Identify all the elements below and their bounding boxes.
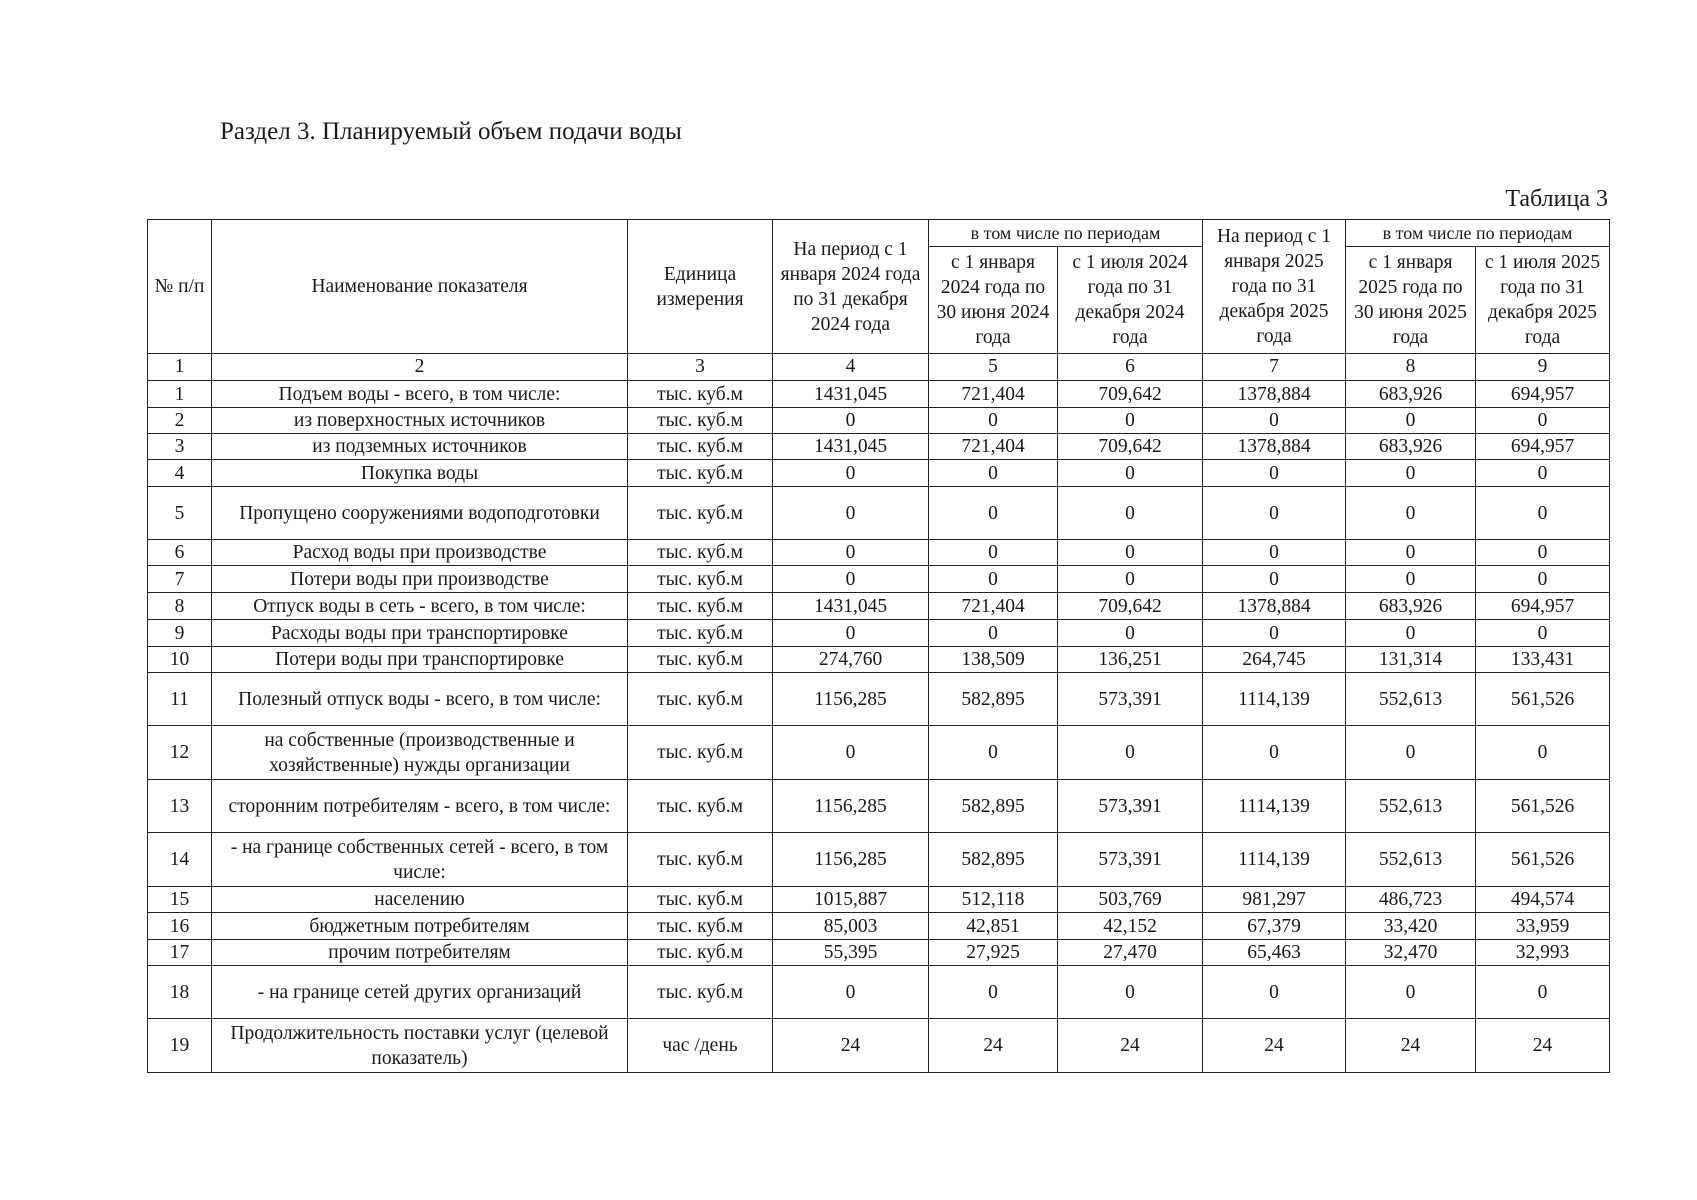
value-cell: 561,526 bbox=[1476, 833, 1610, 887]
col-number: 4 bbox=[773, 354, 929, 381]
row-number: 3 bbox=[148, 434, 212, 460]
value-cell: 0 bbox=[929, 408, 1058, 434]
table-row bbox=[148, 620, 1610, 647]
value-cell: 0 bbox=[929, 726, 1058, 780]
value-cell: 0 bbox=[1476, 408, 1610, 434]
table-row bbox=[148, 566, 1610, 593]
value-cell: 0 bbox=[1476, 460, 1610, 487]
row-number: 18 bbox=[148, 966, 212, 1019]
value-cell: 494,574 bbox=[1476, 887, 1610, 913]
value-cell: 0 bbox=[1058, 966, 1203, 1019]
value-cell: 1114,139 bbox=[1203, 780, 1346, 833]
row-number: 1 bbox=[148, 381, 212, 408]
value-cell: 1431,045 bbox=[773, 381, 929, 408]
value-cell: 552,613 bbox=[1346, 780, 1476, 833]
value-cell: 0 bbox=[773, 566, 929, 593]
indicator-name: прочим потребителям bbox=[212, 940, 628, 966]
row-number: 4 bbox=[148, 460, 212, 487]
table-row bbox=[148, 593, 1610, 620]
value-cell: 0 bbox=[773, 966, 929, 1019]
table-row bbox=[148, 408, 1610, 434]
value-cell: 1156,285 bbox=[773, 833, 929, 887]
table-row bbox=[148, 434, 1610, 460]
value-cell: 0 bbox=[773, 487, 929, 540]
row-number: 7 bbox=[148, 566, 212, 593]
value-cell: 1015,887 bbox=[773, 887, 929, 913]
value-cell: 42,851 bbox=[929, 913, 1058, 940]
value-cell: 67,379 bbox=[1203, 913, 1346, 940]
value-cell: 0 bbox=[773, 726, 929, 780]
col-number: 9 bbox=[1476, 354, 1610, 381]
table-body bbox=[148, 381, 1610, 1073]
indicator-name: Расходы воды при транспортировке bbox=[212, 620, 628, 647]
value-cell: 27,470 bbox=[1058, 940, 1203, 966]
row-number: 16 bbox=[148, 913, 212, 940]
value-cell: 0 bbox=[1346, 487, 1476, 540]
value-cell: 24 bbox=[929, 1019, 1058, 1073]
value-cell: 694,957 bbox=[1476, 381, 1610, 408]
row-number: 9 bbox=[148, 620, 212, 647]
value-cell: 0 bbox=[1058, 726, 1203, 780]
value-cell: 0 bbox=[1346, 460, 1476, 487]
value-cell: 1156,285 bbox=[773, 673, 929, 726]
header-h2-2025: с 1 июля 2025 года по 31 декабря 2025 года bbox=[1476, 247, 1610, 354]
value-cell: 0 bbox=[1476, 566, 1610, 593]
row-number: 17 bbox=[148, 940, 212, 966]
row-number: 14 bbox=[148, 833, 212, 887]
value-cell: 721,404 bbox=[929, 381, 1058, 408]
value-cell: 32,993 bbox=[1476, 940, 1610, 966]
indicator-name: населению bbox=[212, 887, 628, 913]
value-cell: 0 bbox=[773, 408, 929, 434]
value-cell: 683,926 bbox=[1346, 434, 1476, 460]
value-cell: 0 bbox=[773, 540, 929, 566]
table-row bbox=[148, 887, 1610, 913]
value-cell: 709,642 bbox=[1058, 381, 1203, 408]
value-cell: 0 bbox=[929, 566, 1058, 593]
row-number: 5 bbox=[148, 487, 212, 540]
value-cell: 42,152 bbox=[1058, 913, 1203, 940]
value-cell: 1114,139 bbox=[1203, 673, 1346, 726]
value-cell: 0 bbox=[1203, 540, 1346, 566]
row-number: 10 bbox=[148, 647, 212, 673]
indicator-name: Продолжительность поставки услуг (целевой показатель) bbox=[212, 1019, 628, 1073]
value-cell: 1378,884 bbox=[1203, 381, 1346, 408]
value-cell: 27,925 bbox=[929, 940, 1058, 966]
value-cell: 65,463 bbox=[1203, 940, 1346, 966]
value-cell: 561,526 bbox=[1476, 673, 1610, 726]
value-cell: 0 bbox=[773, 460, 929, 487]
header-h1-2025: с 1 января 2025 года по 30 июня 2025 года bbox=[1346, 247, 1476, 354]
value-cell: 0 bbox=[1346, 566, 1476, 593]
value-cell: 24 bbox=[1058, 1019, 1203, 1073]
value-cell: 573,391 bbox=[1058, 673, 1203, 726]
header-name: Наименование показателя bbox=[212, 220, 628, 354]
col-number: 8 bbox=[1346, 354, 1476, 381]
table-row bbox=[148, 966, 1610, 1019]
header-num: № п/п bbox=[148, 220, 212, 354]
unit-cell: тыс. куб.м bbox=[628, 593, 773, 620]
indicator-name: Покупка воды bbox=[212, 460, 628, 487]
unit-cell: тыс. куб.м bbox=[628, 566, 773, 593]
value-cell: 721,404 bbox=[929, 434, 1058, 460]
value-cell: 24 bbox=[773, 1019, 929, 1073]
table-row bbox=[148, 833, 1610, 887]
row-number: 19 bbox=[148, 1019, 212, 1073]
value-cell: 274,760 bbox=[773, 647, 929, 673]
value-cell: 138,509 bbox=[929, 647, 1058, 673]
row-number: 6 bbox=[148, 540, 212, 566]
value-cell: 582,895 bbox=[929, 673, 1058, 726]
unit-cell: тыс. куб.м bbox=[628, 673, 773, 726]
unit-cell: тыс. куб.м bbox=[628, 408, 773, 434]
col-number: 1 bbox=[148, 354, 212, 381]
indicator-name: Расход воды при производстве bbox=[212, 540, 628, 566]
unit-cell: тыс. куб.м bbox=[628, 780, 773, 833]
indicator-name: Подъем воды - всего, в том числе: bbox=[212, 381, 628, 408]
value-cell: 0 bbox=[929, 460, 1058, 487]
value-cell: 131,314 bbox=[1346, 647, 1476, 673]
column-number-row bbox=[148, 354, 1610, 381]
unit-cell: тыс. куб.м bbox=[628, 620, 773, 647]
table-row bbox=[148, 726, 1610, 780]
unit-cell: тыс. куб.м bbox=[628, 434, 773, 460]
value-cell: 1431,045 bbox=[773, 593, 929, 620]
section-title: Раздел 3. Планируемый объем подачи воды bbox=[220, 118, 682, 145]
indicator-name: Потери воды при транспортировке bbox=[212, 647, 628, 673]
value-cell: 85,003 bbox=[773, 913, 929, 940]
indicator-name: из подземных источников bbox=[212, 434, 628, 460]
indicator-name: на собственные (производственные и хозяйственные) нужды организации bbox=[212, 726, 628, 780]
value-cell: 0 bbox=[1203, 620, 1346, 647]
value-cell: 0 bbox=[1203, 566, 1346, 593]
value-cell: 0 bbox=[1058, 487, 1203, 540]
unit-cell: тыс. куб.м bbox=[628, 833, 773, 887]
value-cell: 573,391 bbox=[1058, 833, 1203, 887]
value-cell: 0 bbox=[1476, 726, 1610, 780]
value-cell: 0 bbox=[1058, 408, 1203, 434]
col-number: 6 bbox=[1058, 354, 1203, 381]
header-subperiods-2024: в том числе по периодам bbox=[929, 220, 1203, 247]
value-cell: 512,118 bbox=[929, 887, 1058, 913]
value-cell: 0 bbox=[1203, 460, 1346, 487]
value-cell: 32,470 bbox=[1346, 940, 1476, 966]
row-number: 8 bbox=[148, 593, 212, 620]
indicator-name: бюджетным потребителям bbox=[212, 913, 628, 940]
value-cell: 573,391 bbox=[1058, 780, 1203, 833]
header-period-2025: На период с 1 января 2025 года по 31 декабря 2025 года bbox=[1203, 220, 1346, 354]
unit-cell: тыс. куб.м bbox=[628, 887, 773, 913]
indicator-name: Потери воды при производстве bbox=[212, 566, 628, 593]
value-cell: 0 bbox=[1058, 540, 1203, 566]
row-number: 13 bbox=[148, 780, 212, 833]
value-cell: 33,420 bbox=[1346, 913, 1476, 940]
value-cell: 1378,884 bbox=[1203, 593, 1346, 620]
unit-cell: тыс. куб.м bbox=[628, 540, 773, 566]
value-cell: 0 bbox=[1476, 966, 1610, 1019]
row-number: 2 bbox=[148, 408, 212, 434]
unit-cell: тыс. куб.м bbox=[628, 966, 773, 1019]
value-cell: 0 bbox=[1058, 620, 1203, 647]
table-row bbox=[148, 540, 1610, 566]
value-cell: 709,642 bbox=[1058, 434, 1203, 460]
value-cell: 582,895 bbox=[929, 833, 1058, 887]
table-row bbox=[148, 913, 1610, 940]
value-cell: 694,957 bbox=[1476, 434, 1610, 460]
unit-cell: тыс. куб.м bbox=[628, 487, 773, 540]
header-period-2024: На период с 1 января 2024 года по 31 декабря 2024 года bbox=[773, 220, 929, 354]
value-cell: 0 bbox=[1203, 487, 1346, 540]
table-row bbox=[148, 381, 1610, 408]
value-cell: 683,926 bbox=[1346, 593, 1476, 620]
row-number: 11 bbox=[148, 673, 212, 726]
value-cell: 552,613 bbox=[1346, 673, 1476, 726]
value-cell: 981,297 bbox=[1203, 887, 1346, 913]
value-cell: 0 bbox=[1346, 966, 1476, 1019]
unit-cell: тыс. куб.м bbox=[628, 940, 773, 966]
value-cell: 0 bbox=[1346, 726, 1476, 780]
indicator-name: из поверхностных источников bbox=[212, 408, 628, 434]
value-cell: 0 bbox=[1058, 460, 1203, 487]
value-cell: 1431,045 bbox=[773, 434, 929, 460]
col-number: 5 bbox=[929, 354, 1058, 381]
indicator-name: - на границе собственных сетей - всего, в том числе: bbox=[212, 833, 628, 887]
header-h1-2024: с 1 января 2024 года по 30 июня 2024 года bbox=[929, 247, 1058, 354]
table-row bbox=[148, 487, 1610, 540]
indicator-name: Отпуск воды в сеть - всего, в том числе: bbox=[212, 593, 628, 620]
header-subperiods-2025: в том числе по периодам bbox=[1346, 220, 1610, 247]
value-cell: 709,642 bbox=[1058, 593, 1203, 620]
value-cell: 486,723 bbox=[1346, 887, 1476, 913]
value-cell: 0 bbox=[1476, 620, 1610, 647]
unit-cell: тыс. куб.м bbox=[628, 460, 773, 487]
value-cell: 0 bbox=[1203, 966, 1346, 1019]
indicator-name: - на границе сетей других организаций bbox=[212, 966, 628, 1019]
value-cell: 24 bbox=[1203, 1019, 1346, 1073]
unit-cell: тыс. куб.м bbox=[628, 647, 773, 673]
table-row bbox=[148, 460, 1610, 487]
table-row bbox=[148, 1019, 1610, 1073]
value-cell: 503,769 bbox=[1058, 887, 1203, 913]
value-cell: 0 bbox=[929, 540, 1058, 566]
unit-cell: час /день bbox=[628, 1019, 773, 1073]
value-cell: 552,613 bbox=[1346, 833, 1476, 887]
row-number: 12 bbox=[148, 726, 212, 780]
value-cell: 0 bbox=[929, 487, 1058, 540]
value-cell: 0 bbox=[1058, 566, 1203, 593]
col-number: 3 bbox=[628, 354, 773, 381]
value-cell: 0 bbox=[1476, 540, 1610, 566]
table-row bbox=[148, 673, 1610, 726]
table-row bbox=[148, 780, 1610, 833]
value-cell: 1378,884 bbox=[1203, 434, 1346, 460]
value-cell: 0 bbox=[773, 620, 929, 647]
water-supply-table bbox=[147, 219, 1610, 1073]
value-cell: 264,745 bbox=[1203, 647, 1346, 673]
value-cell: 24 bbox=[1476, 1019, 1610, 1073]
unit-cell: тыс. куб.м bbox=[628, 913, 773, 940]
col-number: 2 bbox=[212, 354, 628, 381]
value-cell: 136,251 bbox=[1058, 647, 1203, 673]
value-cell: 0 bbox=[1476, 487, 1610, 540]
value-cell: 721,404 bbox=[929, 593, 1058, 620]
value-cell: 0 bbox=[1203, 726, 1346, 780]
value-cell: 133,431 bbox=[1476, 647, 1610, 673]
indicator-name: Полезный отпуск воды - всего, в том числе: bbox=[212, 673, 628, 726]
indicator-name: Пропущено сооружениями водоподготовки bbox=[212, 487, 628, 540]
row-number: 15 bbox=[148, 887, 212, 913]
value-cell: 694,957 bbox=[1476, 593, 1610, 620]
value-cell: 582,895 bbox=[929, 780, 1058, 833]
table-row bbox=[148, 647, 1610, 673]
value-cell: 55,395 bbox=[773, 940, 929, 966]
col-number: 7 bbox=[1203, 354, 1346, 381]
unit-cell: тыс. куб.м bbox=[628, 381, 773, 408]
value-cell: 0 bbox=[929, 620, 1058, 647]
table-label: Таблица 3 bbox=[1505, 186, 1608, 212]
value-cell: 1114,139 bbox=[1203, 833, 1346, 887]
value-cell: 0 bbox=[929, 966, 1058, 1019]
value-cell: 0 bbox=[1346, 620, 1476, 647]
value-cell: 561,526 bbox=[1476, 780, 1610, 833]
value-cell: 0 bbox=[1346, 540, 1476, 566]
value-cell: 683,926 bbox=[1346, 381, 1476, 408]
header-h2-2024: с 1 июля 2024 года по 31 декабря 2024 года bbox=[1058, 247, 1203, 354]
value-cell: 0 bbox=[1203, 408, 1346, 434]
value-cell: 0 bbox=[1346, 408, 1476, 434]
value-cell: 24 bbox=[1346, 1019, 1476, 1073]
value-cell: 1156,285 bbox=[773, 780, 929, 833]
value-cell: 33,959 bbox=[1476, 913, 1610, 940]
table-row bbox=[148, 940, 1610, 966]
indicator-name: сторонним потребителям - всего, в том числе: bbox=[212, 780, 628, 833]
unit-cell: тыс. куб.м bbox=[628, 726, 773, 780]
header-unit: Единица измерения bbox=[628, 220, 773, 354]
